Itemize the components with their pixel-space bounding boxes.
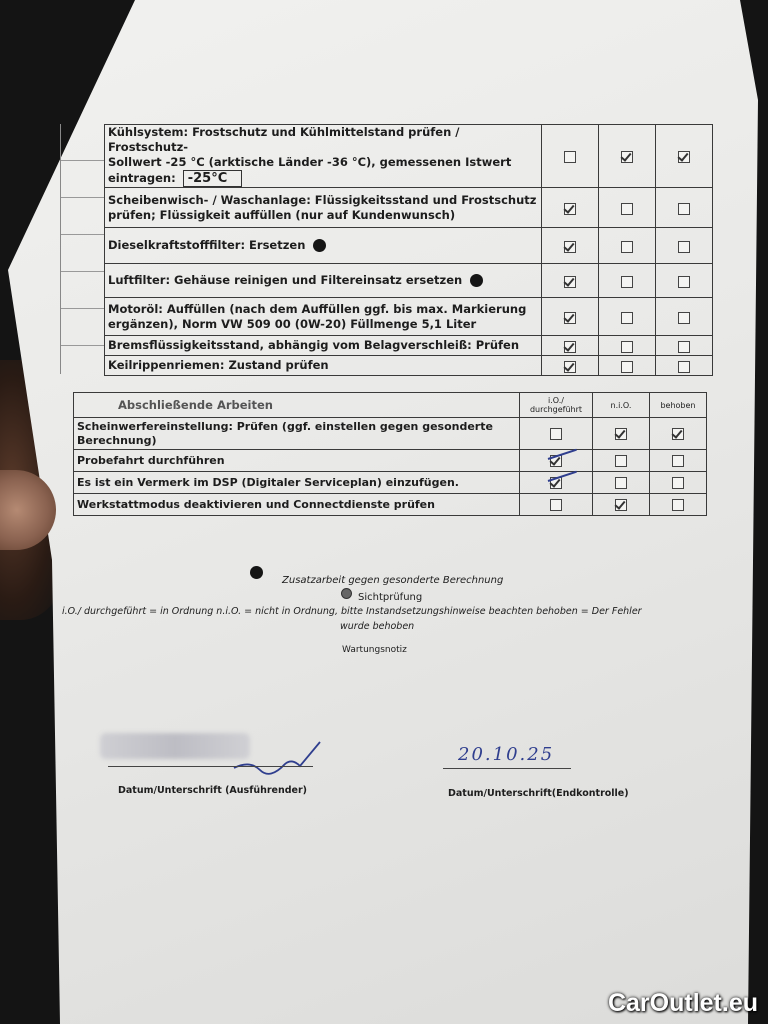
legend-extra-work: Zusatzarbeit gegen gesonderte Berechnung — [282, 575, 504, 586]
table-row — [105, 264, 713, 298]
checkbox-io[interactable] — [550, 428, 562, 440]
checkbox-cell[interactable] — [542, 336, 599, 356]
maintenance-note-label: Wartungsnotiz — [342, 645, 407, 655]
table-row — [74, 472, 707, 494]
checkbox-nio[interactable] — [615, 455, 627, 467]
checkbox-io[interactable] — [564, 151, 576, 163]
checkbox-io[interactable] — [564, 276, 576, 288]
checkbox-io[interactable] — [550, 499, 562, 511]
checkbox-cell[interactable] — [593, 418, 650, 450]
checkbox-cell[interactable] — [599, 264, 656, 298]
checkbox-cell[interactable] — [599, 228, 656, 264]
service-checklist-table — [104, 124, 713, 376]
checkbox-nio[interactable] — [621, 151, 633, 163]
checkbox-cell[interactable] — [650, 472, 707, 494]
signature-line — [443, 768, 571, 769]
checkbox-nio[interactable] — [621, 241, 633, 253]
table-row — [105, 356, 713, 376]
checkbox-cell[interactable] — [656, 298, 713, 336]
checkbox-cell[interactable] — [520, 472, 593, 494]
checkbox-cell[interactable] — [542, 264, 599, 298]
row-line: Scheibenwisch- / Waschanlage: Flüssigkeitsstand und Frostschutz — [108, 192, 537, 207]
checkbox-cell[interactable] — [542, 188, 599, 228]
column-header: behoben — [650, 393, 707, 418]
row-line: Bremsflüssigkeitsstand, abhängig vom Belagverschleiß: Prüfen — [108, 338, 520, 352]
signature-label-left: Datum/Unterschrift (Ausführender) — [118, 785, 308, 796]
checkbox-cell[interactable] — [599, 336, 656, 356]
checkbox-cell[interactable] — [542, 125, 599, 188]
row-text — [105, 356, 542, 376]
checkbox-nio[interactable] — [621, 276, 633, 288]
handwritten-date: 20.10.25 — [458, 744, 555, 765]
checkbox-behoben[interactable] — [672, 477, 684, 489]
checkbox-cell[interactable] — [656, 228, 713, 264]
table-row — [74, 450, 707, 472]
row-line: Scheinwerfereinstellung: Prüfen (ggf. einstellen gegen gesonderte — [77, 419, 493, 433]
checkbox-nio[interactable] — [615, 499, 627, 511]
row-line: Keilrippenriemen: Zustand prüfen — [108, 358, 329, 372]
checkbox-behoben[interactable] — [678, 241, 690, 253]
checkbox-io[interactable] — [564, 361, 576, 373]
row-line: Probefahrt durchführen — [77, 453, 225, 467]
table-row — [105, 188, 713, 228]
row-text — [105, 264, 542, 298]
checkbox-cell[interactable] — [656, 264, 713, 298]
watermark: CarOutlet.eu — [607, 989, 758, 1017]
checkbox-cell[interactable] — [542, 228, 599, 264]
checkbox-nio[interactable] — [615, 477, 627, 489]
checkbox-cell[interactable] — [599, 125, 656, 188]
checkbox-behoben[interactable] — [678, 151, 690, 163]
checkbox-io[interactable] — [564, 203, 576, 215]
table-row — [105, 336, 713, 356]
row-line-label: eintragen: — [108, 171, 176, 185]
checkbox-behoben[interactable] — [678, 361, 690, 373]
row-line: Dieselkraftstofffilter: Ersetzen — [108, 238, 306, 252]
checkbox-cell[interactable] — [593, 472, 650, 494]
checkbox-cell[interactable] — [599, 356, 656, 376]
extra-work-dot-icon — [250, 566, 263, 579]
checkbox-cell[interactable] — [520, 450, 593, 472]
row-text — [74, 418, 520, 450]
row-line: Kühlsystem: Frostschutz und Kühlmittelstand prüfen / Frostschutz- — [108, 125, 460, 154]
checkbox-cell[interactable] — [593, 494, 650, 516]
column-header: i.O./ durchgeführt — [520, 393, 593, 418]
legend-visual-check: Sichtprüfung — [358, 592, 423, 603]
checkbox-behoben[interactable] — [678, 276, 690, 288]
checkbox-io[interactable] — [564, 341, 576, 353]
checkbox-cell[interactable] — [656, 125, 713, 188]
row-line: ergänzen), Norm VW 509 00 (0W-20) Füllmenge 5,1 Liter — [108, 316, 477, 331]
extra-work-dot-icon — [470, 274, 483, 287]
row-text — [74, 494, 520, 516]
section-title: Abschließende Arbeiten — [74, 393, 520, 418]
row-line: Berechnung) — [77, 433, 157, 447]
checkbox-cell[interactable] — [656, 188, 713, 228]
checkbox-nio[interactable] — [621, 341, 633, 353]
checkbox-io[interactable] — [564, 241, 576, 253]
checkbox-behoben[interactable] — [678, 341, 690, 353]
row-text — [105, 336, 542, 356]
row-text — [74, 450, 520, 472]
checkbox-io[interactable] — [550, 455, 562, 467]
row-text — [105, 298, 542, 336]
checkbox-cell[interactable] — [656, 336, 713, 356]
checkbox-nio[interactable] — [615, 428, 627, 440]
checkbox-nio[interactable] — [621, 203, 633, 215]
row-text — [74, 472, 520, 494]
checkbox-cell[interactable] — [650, 450, 707, 472]
table-header-row — [74, 393, 707, 418]
table-row — [105, 228, 713, 264]
row-line — [108, 170, 538, 187]
table-row — [105, 298, 713, 336]
checkbox-cell[interactable] — [656, 356, 713, 376]
row-line: Werkstattmodus deaktivieren und Connectdienste prüfen — [77, 497, 435, 511]
table-row — [105, 125, 713, 188]
checkbox-cell[interactable] — [520, 494, 593, 516]
checkbox-behoben[interactable] — [678, 312, 690, 324]
legend-status-line: wurde behoben — [340, 621, 415, 632]
checkbox-cell[interactable] — [599, 298, 656, 336]
checkbox-behoben[interactable] — [678, 203, 690, 215]
checkbox-cell[interactable] — [650, 494, 707, 516]
legend-status-line: i.O./ durchgeführt = in Ordnung n.i.O. = nicht in Ordnung, bitte Instandsetzungshinweise beachten behoben = Der Fehler — [62, 606, 642, 617]
redacted-signature — [100, 733, 250, 759]
table-row — [74, 494, 707, 516]
visual-check-icon — [341, 588, 352, 599]
measured-value-box: -25°C — [183, 170, 243, 187]
left-column-lines — [60, 124, 105, 374]
checkbox-cell[interactable] — [650, 418, 707, 450]
signature-label-right: Datum/Unterschrift(Endkontrolle) — [448, 788, 629, 799]
table-row — [74, 418, 707, 450]
row-text — [105, 228, 542, 264]
row-line: prüfen; Flüssigkeit auffüllen (nur auf Kundenwunsch) — [108, 207, 456, 222]
checkbox-cell[interactable] — [593, 450, 650, 472]
row-line: Luftfilter: Gehäuse reinigen und Filtereinsatz ersetzen — [108, 273, 463, 287]
final-work-table — [73, 392, 707, 516]
row-line: Sollwert -25 °C (arktische Länder -36 °C), gemessenen Istwert — [108, 155, 512, 169]
checkbox-nio[interactable] — [621, 361, 633, 373]
checkbox-cell[interactable] — [542, 356, 599, 376]
signature-scribble — [230, 738, 325, 778]
row-line: Motoröl: Auffüllen (nach dem Auffüllen ggf. bis max. Markierung — [108, 301, 527, 316]
checkbox-io[interactable] — [550, 477, 562, 489]
extra-work-dot-icon — [313, 239, 326, 252]
checkbox-behoben[interactable] — [672, 455, 684, 467]
row-line: Es ist ein Vermerk im DSP (Digitaler Serviceplan) einzufügen. — [77, 475, 459, 489]
row-text — [105, 125, 542, 188]
column-header: n.i.O. — [593, 393, 650, 418]
checkbox-cell[interactable] — [542, 298, 599, 336]
checkbox-behoben[interactable] — [672, 499, 684, 511]
checkbox-cell[interactable] — [520, 418, 593, 450]
checkbox-io[interactable] — [564, 312, 576, 324]
checkbox-nio[interactable] — [621, 312, 633, 324]
checkbox-behoben[interactable] — [672, 428, 684, 440]
signature-line — [108, 766, 313, 767]
row-text — [105, 188, 542, 228]
checkbox-cell[interactable] — [599, 188, 656, 228]
